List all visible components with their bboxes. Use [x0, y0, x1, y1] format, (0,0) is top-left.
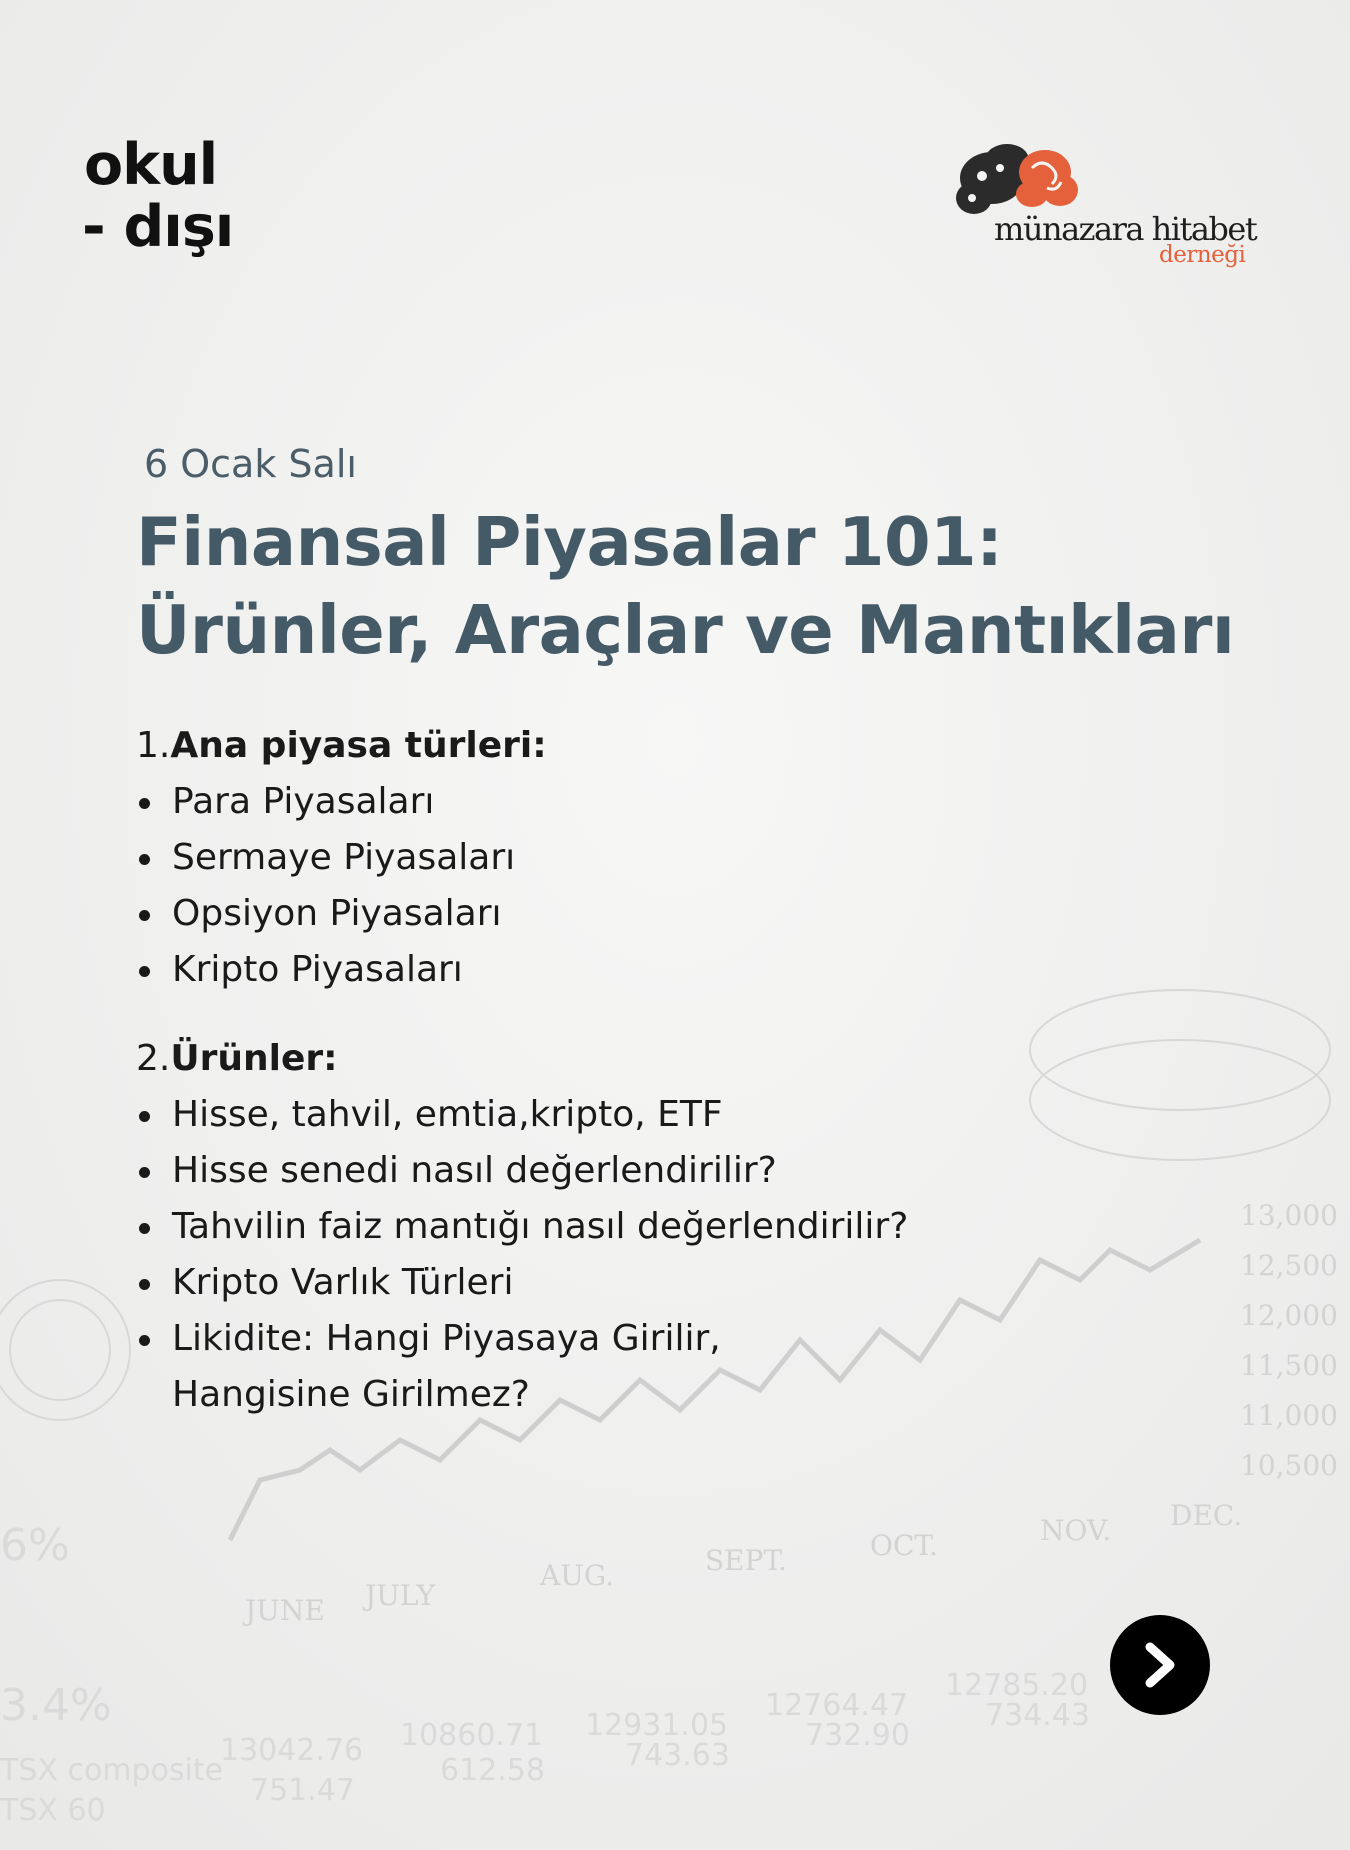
svg-text:AUG.: AUG.	[540, 1559, 615, 1592]
svg-text:12,500: 12,500	[1240, 1249, 1338, 1282]
section-1	[136, 718, 1052, 998]
svg-text:612.58: 612.58	[440, 1753, 545, 1788]
list-item: Para Piyasaları	[136, 774, 1052, 830]
svg-text:12,000: 12,000	[1240, 1299, 1338, 1332]
svg-text:732.90: 732.90	[805, 1718, 910, 1753]
list-item: Tahvilin faiz mantığı nasıl değerlendirilir?	[136, 1199, 1052, 1255]
svg-text:DEC.: DEC.	[1170, 1499, 1243, 1532]
section-title: Ana piyasa türleri:	[170, 725, 547, 766]
chevron-right-icon	[1134, 1639, 1186, 1691]
svg-text:12764.47: 12764.47	[765, 1688, 909, 1723]
section-2	[136, 1031, 1052, 1423]
section-list	[136, 1087, 1052, 1423]
munazara-logo-sub: derneği	[1159, 242, 1246, 268]
list-item: Kripto Varlık Türleri	[136, 1255, 1052, 1311]
svg-text:10,500: 10,500	[1240, 1449, 1338, 1482]
list-item: Likidite: Hangi Piyasaya Girilir, Hangisine Girilmez?	[136, 1311, 892, 1423]
svg-text:NOV.: NOV.	[1040, 1514, 1112, 1547]
list-item: Hisse, tahvil, emtia,kripto, ETF	[136, 1087, 1052, 1143]
svg-text:13,000: 13,000	[1240, 1199, 1338, 1232]
svg-text:TSX composite: TSX composite	[0, 1753, 224, 1788]
event-date: 6 Ocak Salı	[144, 442, 357, 486]
list-item: Sermaye Piyasaları	[136, 830, 1052, 886]
list-item: Hisse senedi nasıl değerlendirilir?	[136, 1143, 1052, 1199]
svg-text:TSX 60: TSX 60	[0, 1793, 106, 1828]
svg-text:11,000: 11,000	[1240, 1399, 1338, 1432]
svg-text:12931.05: 12931.05	[585, 1708, 729, 1743]
svg-text:10860.71: 10860.71	[400, 1718, 544, 1753]
list-item: Kripto Piyasaları	[136, 942, 1052, 998]
svg-text:11,500: 11,500	[1240, 1349, 1338, 1382]
page-title	[136, 498, 1316, 674]
svg-text:JUNE: JUNE	[245, 1594, 325, 1627]
svg-text:751.47: 751.47	[250, 1773, 355, 1808]
section-title: Ürünler:	[170, 1038, 338, 1079]
list-item: Opsiyon Piyasaları	[136, 886, 1052, 942]
svg-text:13042.76: 13042.76	[220, 1733, 364, 1768]
svg-text:743.63: 743.63	[625, 1738, 730, 1773]
section-list	[136, 774, 1052, 998]
okul-disi-logo	[84, 134, 233, 258]
svg-text:JULY: JULY	[365, 1579, 436, 1612]
brand-line-1: okul	[84, 132, 218, 198]
svg-text:OCT.: OCT.	[870, 1529, 938, 1562]
section-number: 1.	[136, 725, 171, 766]
section-heading	[136, 1031, 1052, 1087]
next-button[interactable]	[1110, 1615, 1210, 1715]
svg-text:3.4%: 3.4%	[0, 1680, 112, 1731]
munazara-logo-name: münazara hitabet	[994, 210, 1257, 248]
svg-text:6%: 6%	[0, 1520, 70, 1571]
title-line-2: Ürünler, Araçlar ve Mantıkları	[136, 591, 1235, 669]
section-heading	[136, 718, 1052, 774]
svg-text:SEPT.: SEPT.	[705, 1544, 787, 1577]
svg-text:734.43: 734.43	[985, 1698, 1090, 1733]
brand-line-2: - dışı	[82, 194, 234, 260]
svg-text:12785.20: 12785.20	[945, 1668, 1089, 1703]
section-number: 2.	[136, 1038, 171, 1079]
title-line-1: Finansal Piyasalar 101:	[136, 503, 1003, 581]
